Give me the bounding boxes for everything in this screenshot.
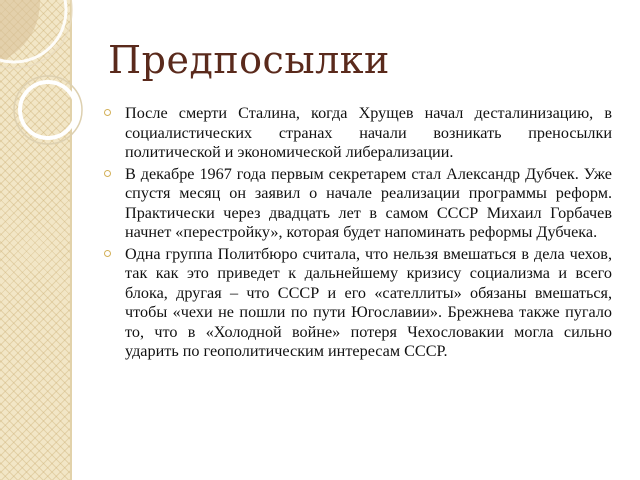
bullet-item	[104, 104, 612, 163]
bullet-item	[104, 165, 612, 243]
bullet-text: После смерти Сталина, когда Хрущев начал десталинизацию, в социалистических странах начали возникать преносылки политической и экономической либерализации.	[125, 104, 612, 161]
bullet-circle-icon	[104, 170, 111, 177]
bullet-text: Одна группа Политбюро считала, что нельзя вмешаться в дела чехов, так как это приведет к дальнейшему кризису социализма и всего блока, другая – что СССР и его «сателлиты» обязаны вмешаться, чтобы «чехи не пошли по пути Югославии». Брежнева также пугало то, что в «Холодной войне» потеря Чехословакии могла сильно ударить по геополитическим интересам СССР.	[125, 244, 612, 360]
bullet-item	[104, 245, 612, 362]
bullet-list	[104, 104, 612, 364]
bullet-text: В декабре 1967 года первым секретарем стал Александр Дубчек. Уже спустя месяц он заявил о начале реализации программы реформ. Практически через двадцать лет в самом СССР Михаил Горбачев начнет «перестройку», которая будет напоминать реформы Дубчека.	[125, 164, 612, 241]
slide-title: Предпосылки	[108, 38, 390, 82]
decorative-rings-graphic	[0, 0, 110, 200]
bullet-circle-icon	[104, 250, 111, 257]
bullet-circle-icon	[104, 109, 111, 116]
